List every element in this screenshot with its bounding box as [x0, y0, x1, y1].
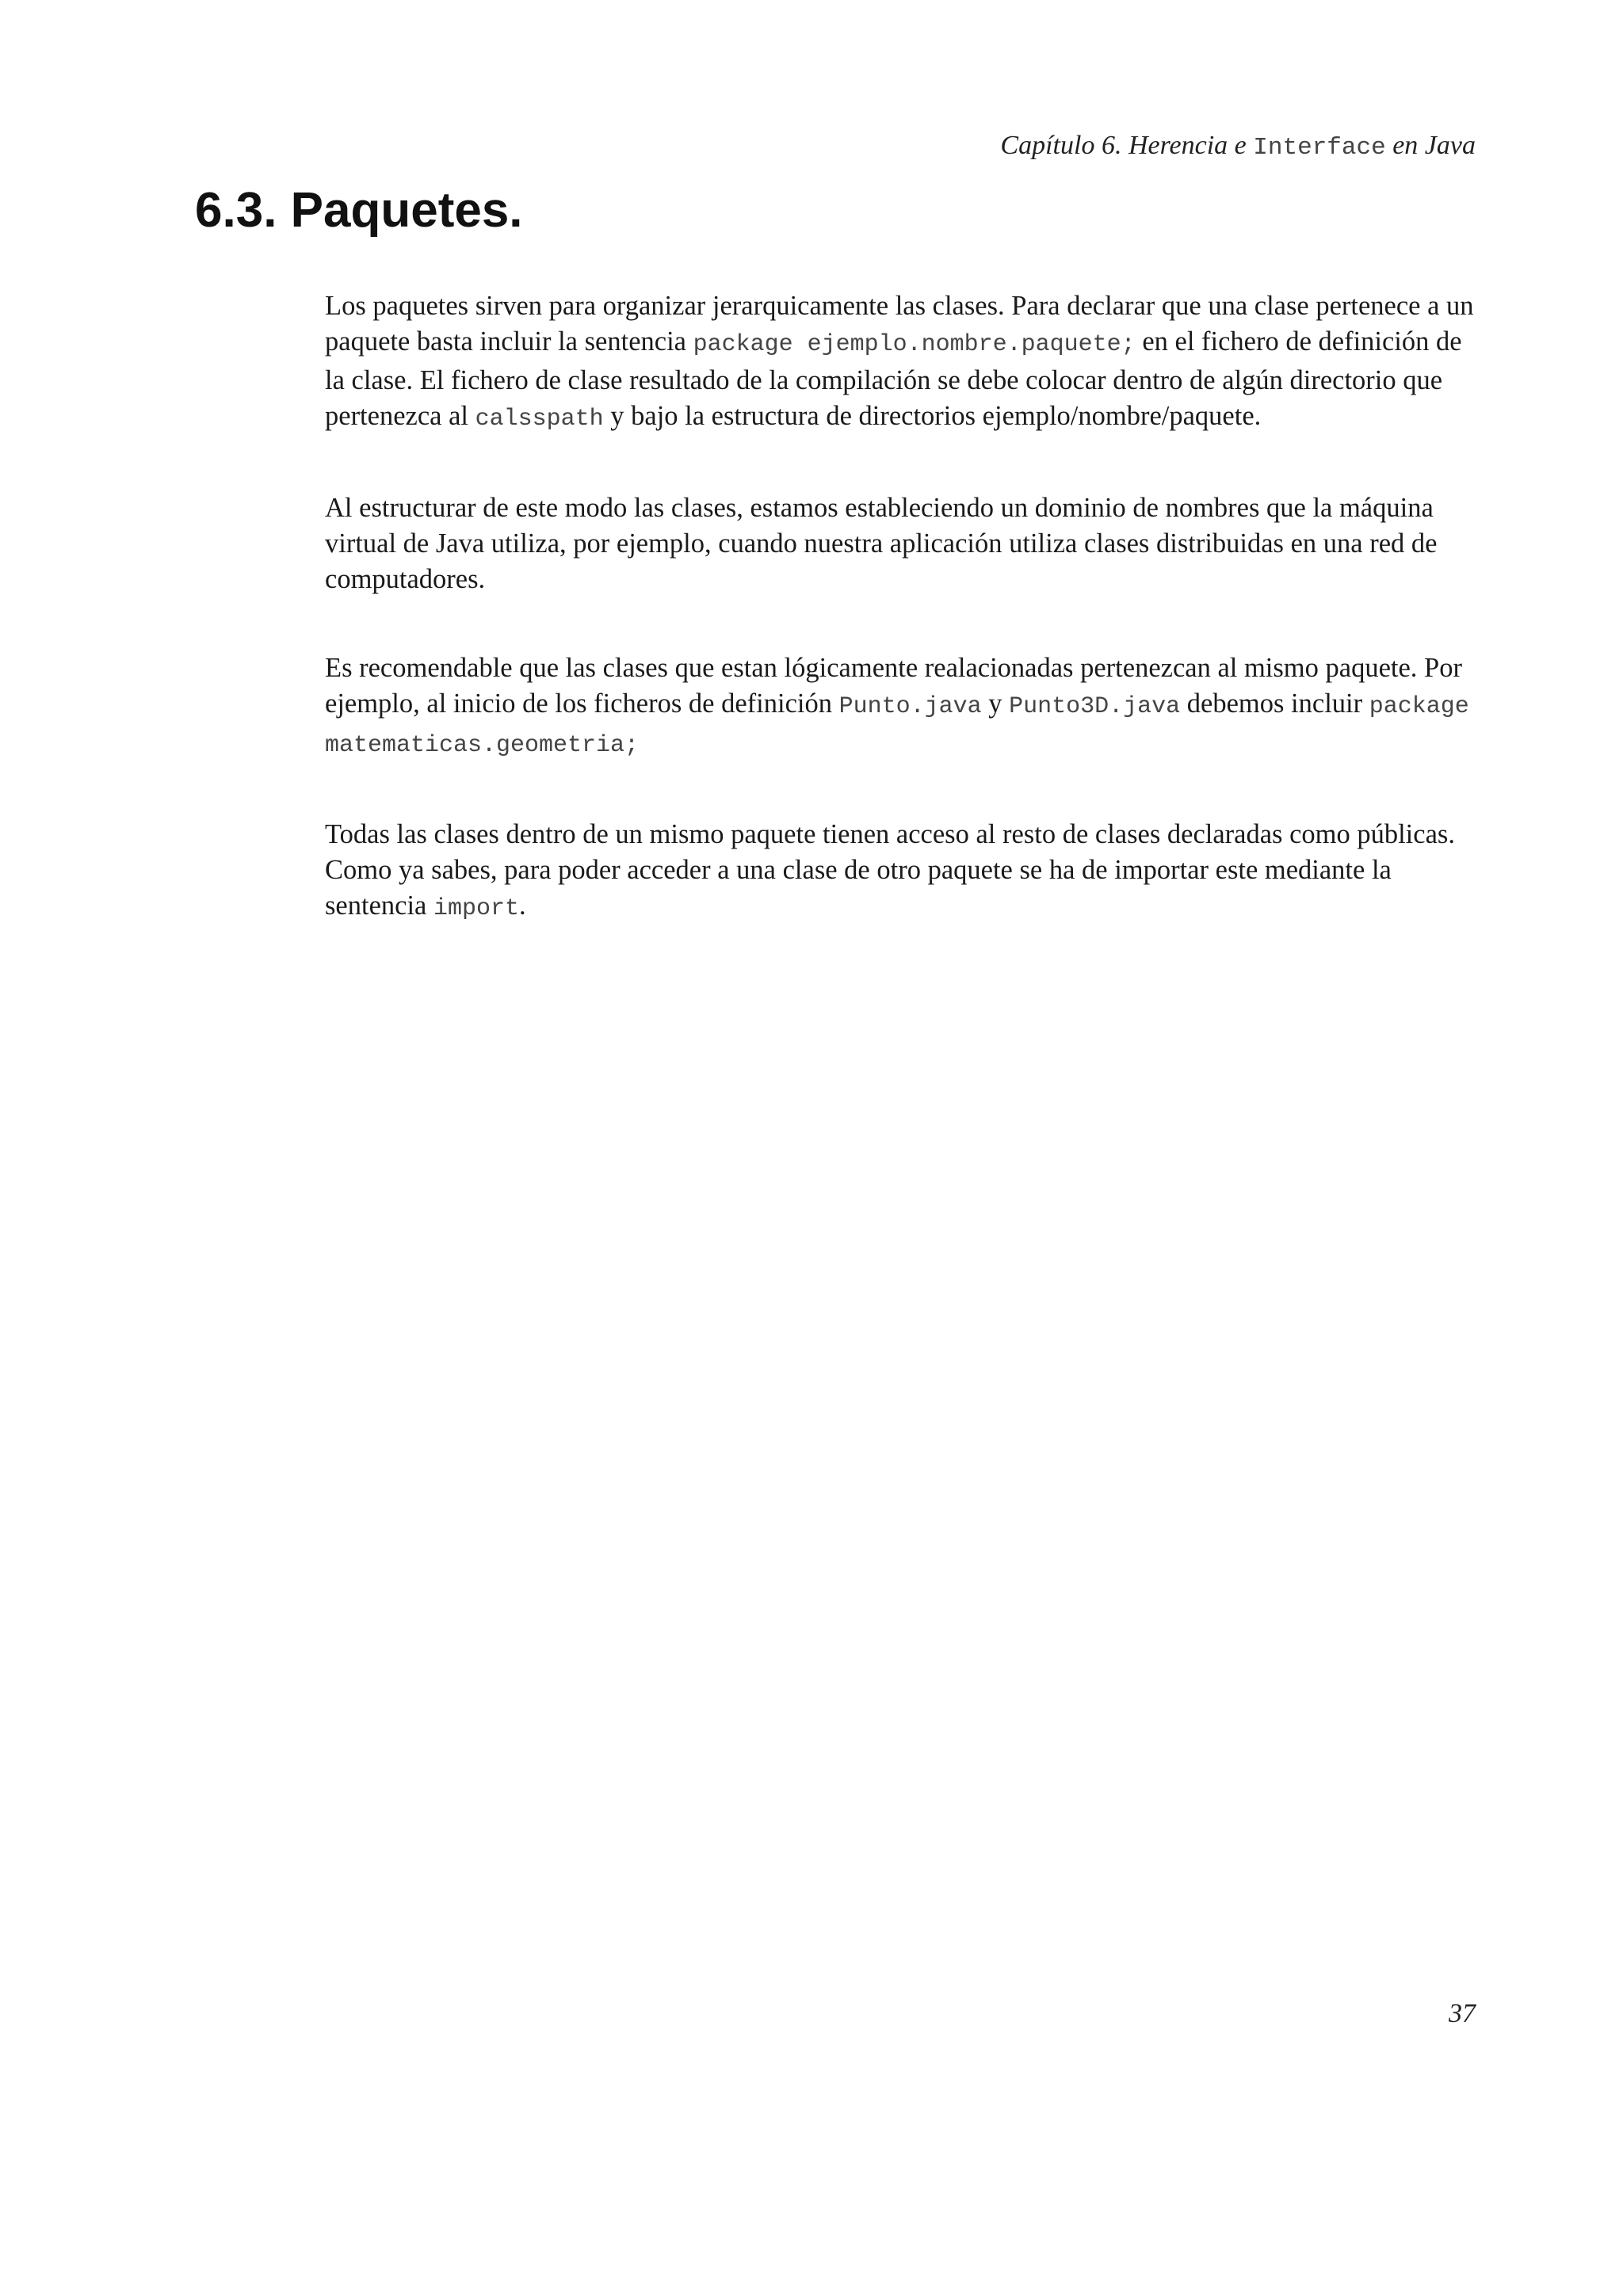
paragraph-1-text-3: y bajo la estructura de directorios ejemplo/nombre/paquete.: [603, 401, 1262, 431]
header-code: Interface: [1253, 134, 1386, 162]
section-title: 6.3. Paquetes.: [195, 183, 523, 238]
paragraph-2-text-1: Al estructurar de este modo las clases, estamos estableciendo un dominio de nombres que la máquina virtual de Java utiliza, por ejemplo, cuando nuestra aplicación utiliza clases distribuidas en una red de computadores.: [325, 493, 1438, 594]
paragraph-1-text-1: Los paquetes sirven para organizar jerarquicamente las clases. Para declarar que una clase pertenece a un paquete basta incluir la sentencia: [325, 291, 1474, 357]
paragraph-3-code-1: Punto.java: [838, 693, 982, 720]
paragraph-1-text-2: en el fichero de definición de la clase. El fichero de clase resultado de la compilación se debe colocar dentro de algún directorio que pertenezca al: [325, 326, 1462, 431]
paragraph-4-code-1: import: [433, 895, 520, 922]
paragraph-3-text-2: y: [981, 688, 1010, 719]
paragraph-1-code-2: calsspath: [475, 406, 604, 433]
paragraph-4: [325, 817, 1482, 927]
paragraph-1: [325, 288, 1482, 437]
paragraph-3: [325, 650, 1482, 764]
section-body: [325, 288, 1482, 980]
header-prefix: Capítulo 6. Herencia e: [1000, 131, 1254, 160]
paragraph-2: [325, 490, 1482, 597]
paragraph-3-text-1: Es recomendable que las clases que estan lógicamente realacionadas pertenezcan al mismo paquete. Por ejemplo, al inicio de los ficheros de definición: [325, 653, 1462, 719]
paragraph-4-text-1: Todas las clases dentro de un mismo paquete tienen acceso al resto de clases declaradas como públicas. Como ya sabes, para poder acceder a una clase de otro paquete se ha de importar este mediante la sentencia: [325, 819, 1455, 921]
page-number: 37: [1449, 1999, 1476, 2028]
paragraph-3-code-2: Punto3D.java: [1009, 693, 1181, 720]
paragraph-4-text-2: .: [519, 891, 526, 921]
header-suffix: en Java: [1385, 131, 1476, 160]
running-header: [1000, 125, 1476, 169]
paragraph-3-text-3: debemos incluir: [1180, 688, 1369, 719]
paragraph-3-code-3: package matematicas.geometria;: [325, 693, 1469, 759]
paragraph-1-code-1: package ejemplo.nombre.paquete;: [693, 331, 1136, 358]
